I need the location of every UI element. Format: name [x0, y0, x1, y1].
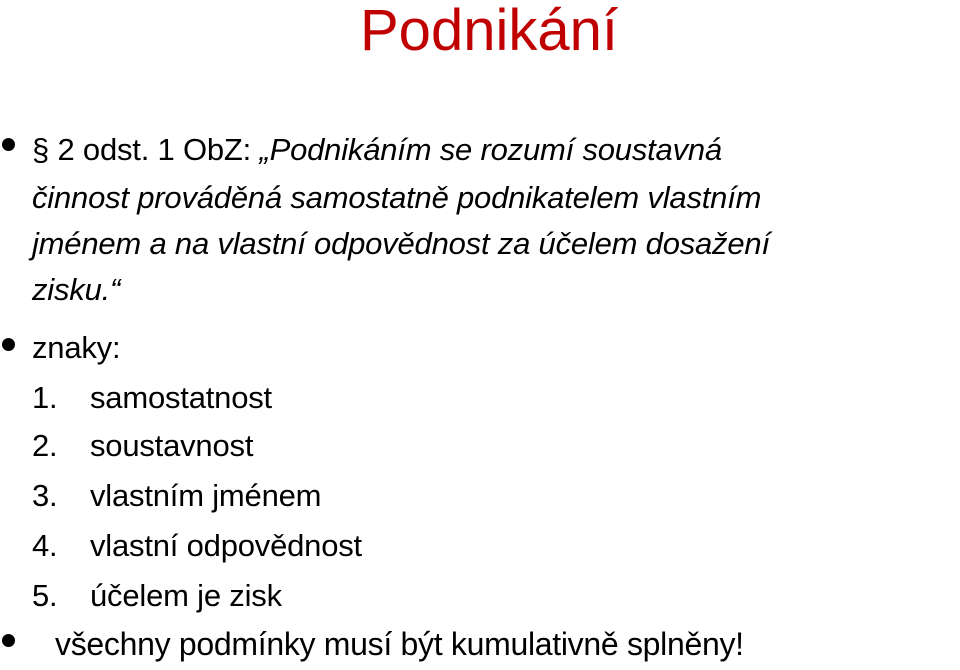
bullet-2-label: znaky:	[32, 330, 121, 365]
list-item-number: 3.	[32, 478, 58, 513]
slide-title: Podnikání	[360, 0, 618, 63]
list-item-text: samostatnost	[90, 380, 272, 415]
bullet-1-prefix: § 2 odst. 1 ObZ:	[32, 132, 260, 167]
list-item-number: 2.	[32, 428, 58, 463]
bullet-2-dot	[2, 338, 15, 351]
list-item	[32, 422, 253, 470]
list-item-number: 4.	[32, 528, 58, 563]
bullet-1-first-line	[32, 126, 722, 174]
list-item-text: vlastní odpovědnost	[90, 528, 362, 563]
bullet-3-dot	[2, 634, 15, 647]
list-item	[32, 572, 282, 620]
bullet-1-quote-line-1: „Podnikáním se rozumí soustavná	[259, 132, 722, 167]
bullet-1-quote-line-4: zisku.“	[32, 272, 121, 307]
list-item	[32, 522, 362, 570]
list-item-text: účelem je zisk	[90, 578, 282, 613]
bullet-1-dot	[2, 138, 15, 151]
bullet-1-quote-line-3: jménem a na vlastní odpovědnost za účelem dosažení	[32, 226, 770, 261]
bullet-1-quote-line-2: činnost prováděná samostatně podnikatelem vlastním	[32, 180, 762, 215]
bullet-3-text: všechny podmínky musí být kumulativně splněny!	[55, 626, 744, 662]
list-item	[32, 472, 321, 520]
list-item-text: vlastním jménem	[90, 478, 322, 513]
list-item-number: 5.	[32, 578, 58, 613]
list-item-text: soustavnost	[90, 428, 254, 463]
list-item-number: 1.	[32, 380, 58, 415]
list-item	[32, 374, 272, 422]
